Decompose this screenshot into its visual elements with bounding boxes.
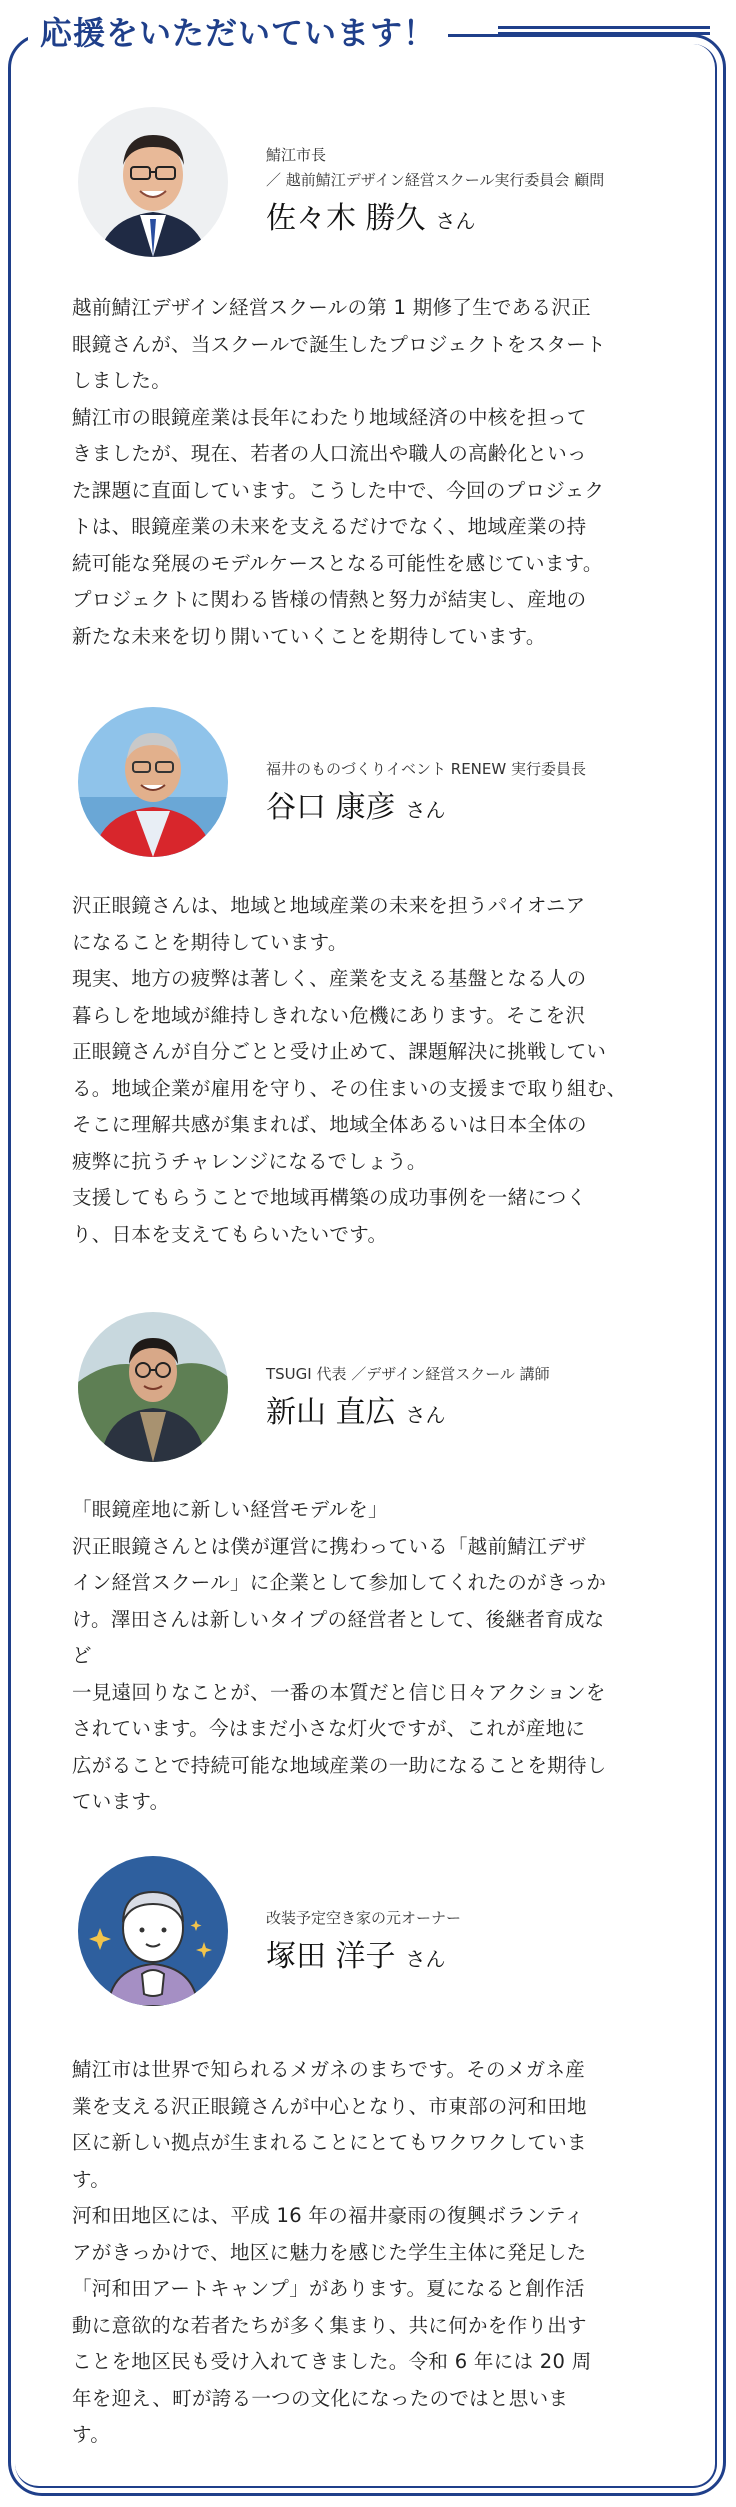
title-rule: [498, 26, 710, 36]
supporter-photo: [78, 107, 228, 257]
supporter-role: ／ 越前鯖江デザイン経営スクール実行委員会 顧問: [266, 171, 605, 189]
supporter-identity: [266, 143, 604, 243]
section-title: 応援をいただいています！: [40, 14, 437, 52]
supporter-role: 福井のものづくりイベント RENEW 実行委員長: [266, 760, 586, 778]
supporter-message: 鯖江市は世界で知られるメガネのまちです。そのメガネ産 業を支える沢正眼鏡さんが中心となり、市東部の河和田地 区に新しい拠点が生まれることにとてもワクワクしていま す。 河和田地区には、平成 16 年の福井豪雨の復興ボランティ アがきっかけで、地区に魅力を感じた学生主体に発足した 「河和田アートキャンプ」があります。夏になると創作活 動に意欲的な若者たちが多く集まり、共に何かを作り出す ことを地区民も受け入れてきました。令和 6 年には 20 周 年を迎え、町が誇る一つの文化になったのではと思いま す。: [72, 2058, 592, 2446]
supporter-message: 「眼鏡産地に新しい経営モデルを」 沢正眼鏡さんとは僕が運営に携わっている「越前鯖江デザ イン経営スクール」に企業として参加してくれたのがきっか け。澤田さんは新しいタイプの経営者として、後継者育成な ど 一見遠回りなことが、一番の本質だと信じ日々アクションを されています。今はまだ小さな灯火ですが、これが産地に 広がることで持続可能な地域産業の一助になることを期待し ています。: [72, 1498, 607, 1813]
supporter-name: 谷口 康彦: [266, 790, 396, 825]
supporter-name-line: [266, 1935, 461, 1981]
supporter-role: TSUGI 代表 ／デザイン経営スクール 講師: [266, 1365, 550, 1383]
supporter-name-line: [266, 786, 586, 832]
supporter-name-line: [266, 197, 604, 243]
supporter-identity: [266, 757, 586, 832]
supporter-photo: [78, 1312, 228, 1462]
supporter-illustration: [78, 1856, 228, 2006]
supporter-message: 越前鯖江デザイン経営スクールの第 1 期修了生である沢正 眼鏡さんが、当スクールで誕生したプロジェクトをスタート しました。 鯖江市の眼鏡産業は長年にわたり地域経済の中核を担って きましたが、現在、若者の人口流出や職人の高齢化といっ た課題に直面しています。こうした中で、今回のプロジェク トは、眼鏡産業の未来を支えるだけでなく、地域産業の持 続可能な発展のモデルケースとなる可能性を感じています。 プロジェクトに関わる皆様の情熱と努力が結実し、産地の 新たな未来を切り開いていくことを期待しています。: [72, 296, 606, 648]
supporter-honorific: さん: [435, 209, 476, 233]
supporter-role: 鯖江市長: [266, 146, 327, 164]
section-header: [28, 8, 448, 54]
supporter-message: 沢正眼鏡さんは、地域と地域産業の未来を担うパイオニア になることを期待しています。 現実、地方の疲弊は著しく、産業を支える基盤となる人の 暮らしを地域が維持しきれない危機にあります。そこを沢 正眼鏡さんが自分ごとと受け止めて、課題解決に挑戦してい る。地域企業が雇用を守り、その住まいの支援まで取り組む、 そこに理解共感が集まれば、地域全体あるいは日本全体の 疲弊に抗うチャレンジになるでしょう。 支援してもらうことで地域再構築の成功事例を一緒につく り、日本を支えてもらいたいです。: [72, 894, 627, 1246]
supporter-identity: [266, 1906, 461, 1981]
supporter-name: 塚田 洋子: [266, 1939, 396, 1974]
supporter-name-line: [266, 1391, 550, 1437]
supporter-name: 新山 直広: [266, 1395, 396, 1430]
supporter-honorific: さん: [405, 798, 446, 822]
supporter-name: 佐々木 勝久: [266, 201, 426, 236]
supporter-role: 改装予定空き家の元オーナー: [266, 1909, 462, 1927]
supporter-honorific: さん: [405, 1947, 446, 1971]
supporter-honorific: さん: [405, 1403, 446, 1427]
supporter-photo: [78, 707, 228, 857]
supporter-identity: [266, 1362, 550, 1437]
